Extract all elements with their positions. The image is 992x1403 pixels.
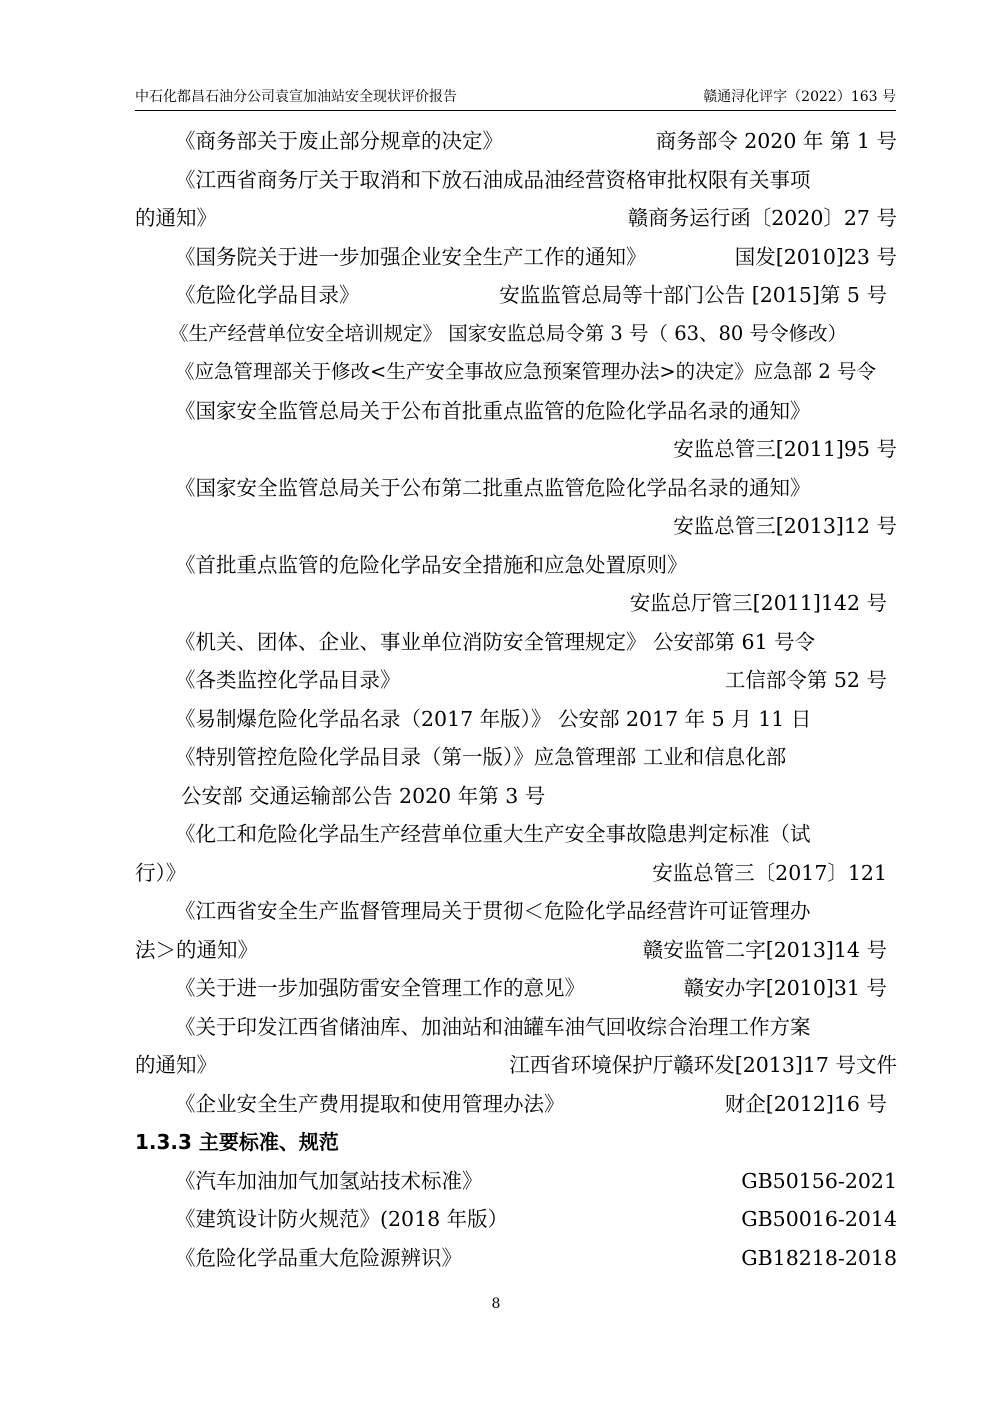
- reg-line: 安监总管三[2013]12 号: [673, 514, 897, 538]
- reg-line: 《江西省安全生产监督管理局关于贯彻＜危险化学品经营许可证管理办: [175, 899, 811, 923]
- page-header: [135, 86, 896, 111]
- reg-line: 《商务部关于废止部分规章的决定》 商务部令 2020 年 第 1 号: [175, 129, 897, 153]
- reg-line: 《关于印发江西省储油库、加油站和油罐车油气回收综合治理工作方案: [175, 1014, 811, 1039]
- header-doc-number: 赣通浔化评字（2022）163 号: [703, 89, 896, 105]
- reg-line: 《危险化学品目录》 安监监管总局等十部门公告 [2015]第 5 号: [175, 283, 887, 307]
- reg-line: 公安部 交通运输部公告 2020 年第 3 号: [181, 783, 546, 808]
- reg-line: 行）》 安监总管三〔2017〕121: [135, 860, 887, 885]
- reg-line: 《易制爆危险化学品名录（2017 年版）》 公安部 2017 年 5 月 11 日: [175, 706, 812, 731]
- reg-line: 法＞的通知》 赣安监管二字[2013]14 号: [135, 937, 887, 962]
- reg-line: 《企业安全生产费用提取和使用管理办法》 财企[2012]16 号: [175, 1091, 887, 1116]
- reg-line: 安监总管三[2011]95 号: [673, 437, 897, 461]
- reg-line: 的通知》 江西省环境保护厅赣环发[2013]17 号文件: [135, 1053, 897, 1077]
- reg-line: 《特别管控危险化学品目录（第一版）》应急管理部 工业和信息化部: [175, 745, 787, 769]
- section-heading: 1.3.3 主要标准、规范: [135, 1130, 339, 1154]
- standard-line: 《汽车加油加气加氢站技术标准》 GB50156-2021: [175, 1168, 897, 1193]
- reg-line: 《关于进一步加强防雷安全管理工作的意见》 赣安办字[2010]31 号: [175, 976, 887, 1000]
- standard-line: 《危险化学品重大危险源辨识》 GB18218-2018: [175, 1245, 897, 1270]
- reg-line: 《化工和危险化学品生产经营单位重大生产安全事故隐患判定标准（试: [175, 822, 811, 846]
- reg-line: 《国务院关于进一步加强企业安全生产工作的通知》 国发[2010]23 号: [175, 244, 897, 269]
- standard-line: 《建筑设计防火规范》(2018 年版） GB50016-2014: [175, 1207, 897, 1231]
- reg-line: 《生产经营单位安全培训规定》 国家安监总局令第 3 号（ 63、80 号令修改）: [169, 321, 848, 345]
- page-number: 8: [491, 1296, 501, 1312]
- reg-line: 的通知》 赣商务运行函〔2020〕27 号: [135, 206, 897, 230]
- reg-line: 《首批重点监管的危险化学品安全措施和应急处置原则》: [175, 552, 688, 577]
- reg-line: 《机关、团体、企业、事业单位消防安全管理规定》 公安部第 61 号令: [175, 629, 816, 654]
- document-body: [135, 122, 897, 1277]
- reg-line: 安监总厅管三[2011]142 号: [629, 591, 887, 615]
- reg-line: 《国家安全监管总局关于公布首批重点监管的危险化学品名录的通知》: [175, 398, 811, 423]
- reg-line: 《应急管理部关于修改<生产安全事故应急预案管理办法>的决定》应急部 2 号令: [175, 360, 876, 383]
- reg-line: 《各类监控化学品目录》 工信部令第 52 号: [175, 668, 887, 692]
- header-title: 中石化都昌石油分公司袁宣加油站安全现状评价报告: [135, 89, 457, 105]
- reg-line: 《国家安全监管总局关于公布第二批重点监管危险化学品名录的通知》: [175, 475, 811, 500]
- reg-line: 《江西省商务厅关于取消和下放石油成品油经营资格审批权限有关事项: [175, 167, 811, 192]
